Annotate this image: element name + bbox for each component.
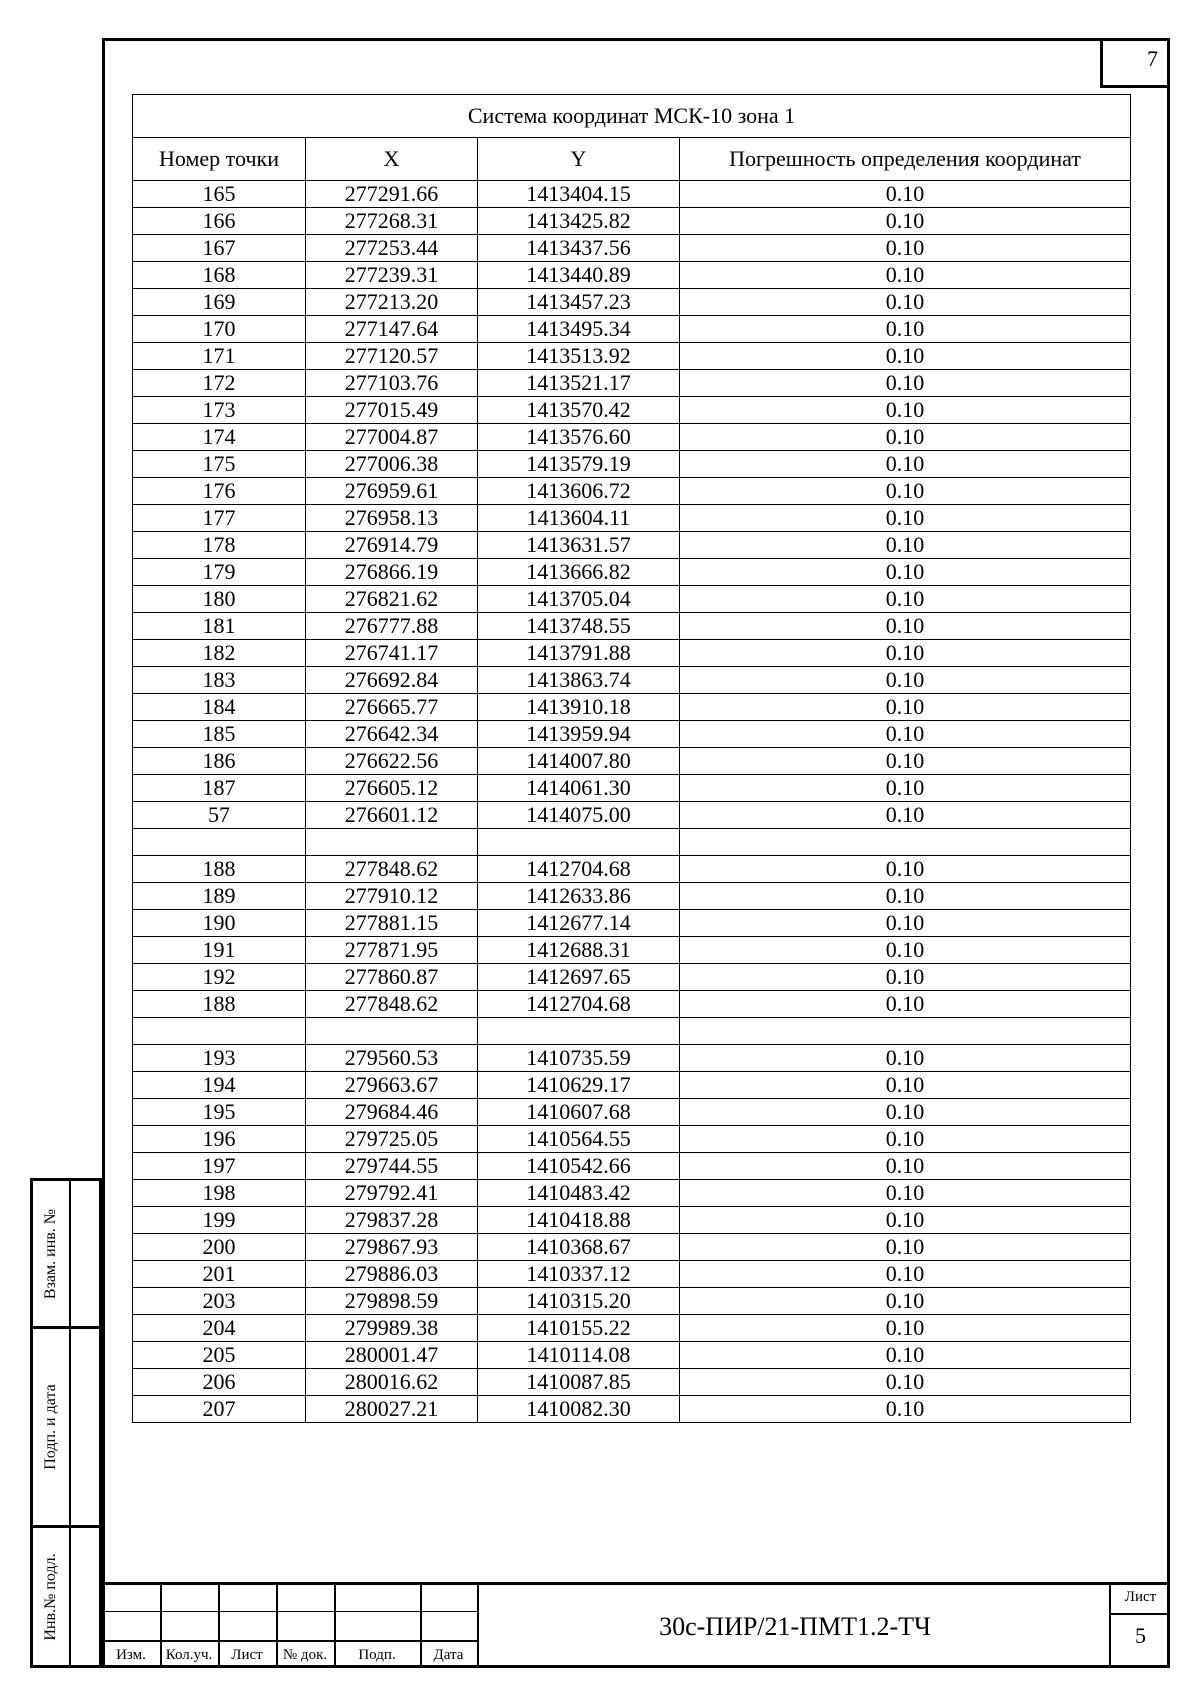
x-cell: 277213.20 [306,289,478,316]
x-cell: 276777.88 [306,613,478,640]
point-number-cell: 196 [133,1126,306,1153]
x-cell: 277860.87 [306,964,478,991]
x-cell: 277253.44 [306,235,478,262]
revision-grid [102,1585,479,1668]
y-cell: 1412688.31 [478,937,680,964]
x-cell: 277871.95 [306,937,478,964]
table-row [133,451,1131,478]
table-row [133,1099,1131,1126]
y-cell: 1413791.88 [478,640,680,667]
x-cell: 279792.41 [306,1180,478,1207]
accuracy-cell: 0.10 [680,667,1131,694]
table-row [133,478,1131,505]
table-row [133,1369,1131,1396]
point-number-cell: 190 [133,910,306,937]
x-cell: 279663.67 [306,1072,478,1099]
point-number-cell: 203 [133,1288,306,1315]
table-row [133,694,1131,721]
point-number-cell: 188 [133,991,306,1018]
label-change: Изм. [116,1647,146,1663]
y-cell: 1413959.94 [478,721,680,748]
accuracy-cell: 0.10 [680,694,1131,721]
x-cell [306,829,478,856]
x-cell: 280027.21 [306,1396,478,1423]
y-cell: 1413748.55 [478,613,680,640]
accuracy-cell: 0.10 [680,802,1131,829]
point-number-cell: 200 [133,1234,306,1261]
y-cell: 1410735.59 [478,1045,680,1072]
accuracy-cell: 0.10 [680,1396,1131,1423]
y-cell: 1413513.92 [478,343,680,370]
x-cell: 277910.12 [306,883,478,910]
x-cell: 277015.49 [306,397,478,424]
point-number-cell [133,829,306,856]
y-cell: 1413576.60 [478,424,680,451]
document-code: 30с-ПИР/21-ПМТ1.2-ТЧ [659,1612,931,1641]
x-cell: 279725.05 [306,1126,478,1153]
y-cell: 1410629.17 [478,1072,680,1099]
accuracy-cell: 0.10 [680,1045,1131,1072]
point-number-cell: 168 [133,262,306,289]
point-number-cell: 194 [133,1072,306,1099]
x-cell: 277848.62 [306,856,478,883]
y-cell: 1410114.08 [478,1342,680,1369]
label-count: Кол.уч. [165,1647,213,1663]
label-doc-number: № док. [282,1647,328,1663]
header-x: X [306,138,478,181]
y-cell: 1413457.23 [478,289,680,316]
y-cell: 1412704.68 [478,991,680,1018]
y-cell: 1413910.18 [478,694,680,721]
y-cell: 1413606.72 [478,478,680,505]
accuracy-cell: 0.10 [680,613,1131,640]
accuracy-cell: 0.10 [680,235,1131,262]
accuracy-cell: 0.10 [680,937,1131,964]
accuracy-cell: 0.10 [680,910,1131,937]
x-cell: 277848.62 [306,991,478,1018]
table-caption: Система координат МСК-10 зона 1 [133,95,1131,138]
table-row [133,505,1131,532]
point-number-cell: 167 [133,235,306,262]
x-cell: 277291.66 [306,181,478,208]
table-row [133,640,1131,667]
x-cell [306,1018,478,1045]
accuracy-cell: 0.10 [680,1099,1131,1126]
x-cell: 276622.56 [306,748,478,775]
y-cell: 1410155.22 [478,1315,680,1342]
accuracy-cell: 0.10 [680,856,1131,883]
x-cell: 276741.17 [306,640,478,667]
accuracy-cell: 0.10 [680,1153,1131,1180]
y-cell: 1412697.65 [478,964,680,991]
y-cell: 1410418.88 [478,1207,680,1234]
y-cell: 1414007.80 [478,748,680,775]
x-cell: 279560.53 [306,1045,478,1072]
header-point-number: Номер точки [133,138,306,181]
header-y: Y [478,138,680,181]
point-number-cell: 188 [133,856,306,883]
accuracy-cell: 0.10 [680,964,1131,991]
table-row [133,667,1131,694]
x-cell: 276959.61 [306,478,478,505]
accuracy-cell: 0.10 [680,208,1131,235]
side-stamp-signature-date [30,1326,102,1528]
y-cell: 1413666.82 [478,559,680,586]
accuracy-cell: 0.10 [680,1288,1131,1315]
y-cell: 1413863.74 [478,667,680,694]
x-cell: 280016.62 [306,1369,478,1396]
y-cell [478,829,680,856]
x-cell: 279684.46 [306,1099,478,1126]
table-row [133,1180,1131,1207]
x-cell: 276605.12 [306,775,478,802]
sheet-number: 5 [1135,1623,1146,1648]
corner-page-number: 7 [1100,38,1170,88]
accuracy-cell: 0.10 [680,1180,1131,1207]
point-number-cell: 204 [133,1315,306,1342]
side-stamp-replacement-inv [30,1178,102,1329]
x-cell: 276692.84 [306,667,478,694]
accuracy-cell: 0.10 [680,451,1131,478]
y-cell: 1414061.30 [478,775,680,802]
accuracy-cell: 0.10 [680,397,1131,424]
point-number-cell: 173 [133,397,306,424]
accuracy-cell: 0.10 [680,640,1131,667]
y-cell: 1412677.14 [478,910,680,937]
y-cell: 1412704.68 [478,856,680,883]
point-number-cell: 177 [133,505,306,532]
table-row [133,964,1131,991]
point-number-cell: 206 [133,1369,306,1396]
point-number-cell: 182 [133,640,306,667]
point-number-cell: 169 [133,289,306,316]
x-cell: 276821.62 [306,586,478,613]
table-row [133,748,1131,775]
table-row [133,181,1131,208]
table-row [133,775,1131,802]
x-cell: 277006.38 [306,451,478,478]
point-number-cell: 166 [133,208,306,235]
point-number-cell: 197 [133,1153,306,1180]
accuracy-cell: 0.10 [680,1315,1131,1342]
table-row [133,1072,1131,1099]
x-cell: 277268.31 [306,208,478,235]
point-number-cell: 205 [133,1342,306,1369]
header-accuracy: Погрешность определения координат [680,138,1131,181]
table-row [133,1153,1131,1180]
accuracy-cell: 0.10 [680,1342,1131,1369]
sheet-label: Лист [1124,1589,1157,1605]
accuracy-cell: 0.10 [680,586,1131,613]
side-label-signature-date: Подп. и дата [42,1384,59,1470]
y-cell: 1413705.04 [478,586,680,613]
x-cell: 280001.47 [306,1342,478,1369]
table-row [133,1288,1131,1315]
point-number-cell: 195 [133,1099,306,1126]
point-number-cell: 176 [133,478,306,505]
point-number-cell: 172 [133,370,306,397]
table-row [133,586,1131,613]
side-label-original-inv: Инв.№ подл. [42,1552,59,1641]
x-cell: 277120.57 [306,343,478,370]
accuracy-cell: 0.10 [680,181,1131,208]
table-row [133,883,1131,910]
accuracy-cell: 0.10 [680,775,1131,802]
point-number-cell: 180 [133,586,306,613]
table-row [133,1234,1131,1261]
table-row [133,1045,1131,1072]
x-cell: 276914.79 [306,532,478,559]
y-cell: 1413495.34 [478,316,680,343]
table-row [133,856,1131,883]
table-body [133,181,1131,1423]
table-row [133,1018,1131,1045]
accuracy-cell: 0.10 [680,343,1131,370]
table-header-row [133,138,1131,181]
table-row [133,1126,1131,1153]
accuracy-cell: 0.10 [680,478,1131,505]
x-cell: 279867.93 [306,1234,478,1261]
table-row [133,532,1131,559]
point-number-cell: 165 [133,181,306,208]
table-row [133,559,1131,586]
point-number-cell: 181 [133,613,306,640]
label-sheet: Лист [231,1647,263,1663]
point-number-cell: 201 [133,1261,306,1288]
accuracy-cell: 0.10 [680,370,1131,397]
point-number-cell: 186 [133,748,306,775]
table-row [133,316,1131,343]
y-cell: 1414075.00 [478,802,680,829]
table-row [133,1261,1131,1288]
y-cell: 1413404.15 [478,181,680,208]
point-number-cell: 170 [133,316,306,343]
y-cell: 1410082.30 [478,1396,680,1423]
accuracy-cell: 0.10 [680,883,1131,910]
x-cell: 279886.03 [306,1261,478,1288]
accuracy-cell: 0.10 [680,1072,1131,1099]
x-cell: 276601.12 [306,802,478,829]
table-row [133,289,1131,316]
accuracy-cell: 0.10 [680,559,1131,586]
table-row [133,370,1131,397]
point-number-cell: 185 [133,721,306,748]
accuracy-cell: 0.10 [680,316,1131,343]
accuracy-cell: 0.10 [680,262,1131,289]
table-row [133,235,1131,262]
point-number-cell: 193 [133,1045,306,1072]
x-cell: 279744.55 [306,1153,478,1180]
table-row [133,262,1131,289]
accuracy-cell [680,1018,1131,1045]
x-cell: 277103.76 [306,370,478,397]
y-cell: 1410564.55 [478,1126,680,1153]
x-cell: 277004.87 [306,424,478,451]
accuracy-cell: 0.10 [680,748,1131,775]
point-number-cell: 199 [133,1207,306,1234]
table-row [133,937,1131,964]
table-row [133,1207,1131,1234]
point-number-cell: 57 [133,802,306,829]
point-number-cell: 192 [133,964,306,991]
x-cell: 279837.28 [306,1207,478,1234]
table-row [133,397,1131,424]
table-row [133,343,1131,370]
accuracy-cell: 0.10 [680,721,1131,748]
y-cell [478,1018,680,1045]
table-row [133,991,1131,1018]
accuracy-cell [680,829,1131,856]
x-cell: 277239.31 [306,262,478,289]
y-cell: 1410315.20 [478,1288,680,1315]
y-cell: 1413604.11 [478,505,680,532]
x-cell: 277881.15 [306,910,478,937]
point-number-cell: 189 [133,883,306,910]
x-cell: 276958.13 [306,505,478,532]
side-label-replacement-inv: Взам. инв. № [42,1208,59,1299]
point-number-cell: 184 [133,694,306,721]
point-number-cell: 198 [133,1180,306,1207]
y-cell: 1413437.56 [478,235,680,262]
accuracy-cell: 0.10 [680,1126,1131,1153]
point-number-cell: 207 [133,1396,306,1423]
accuracy-cell: 0.10 [680,1234,1131,1261]
table-row [133,208,1131,235]
y-cell: 1413631.57 [478,532,680,559]
x-cell: 276665.77 [306,694,478,721]
accuracy-cell: 0.10 [680,1369,1131,1396]
accuracy-cell: 0.10 [680,991,1131,1018]
label-date: Дата [433,1647,464,1663]
y-cell: 1413440.89 [478,262,680,289]
table-row [133,1342,1131,1369]
y-cell: 1412633.86 [478,883,680,910]
table-row [133,1396,1131,1423]
point-number-cell: 171 [133,343,306,370]
table-row [133,829,1131,856]
accuracy-cell: 0.10 [680,1261,1131,1288]
x-cell: 279898.59 [306,1288,478,1315]
table-row [133,910,1131,937]
y-cell: 1410607.68 [478,1099,680,1126]
table-row [133,721,1131,748]
point-number-cell: 174 [133,424,306,451]
point-number-cell: 175 [133,451,306,478]
table-row [133,424,1131,451]
label-signature: Подп. [358,1647,396,1663]
accuracy-cell: 0.10 [680,1207,1131,1234]
x-cell: 276866.19 [306,559,478,586]
point-number-cell: 178 [133,532,306,559]
point-number-cell: 179 [133,559,306,586]
coordinates-table [132,94,1131,1423]
y-cell: 1410368.67 [478,1234,680,1261]
accuracy-cell: 0.10 [680,532,1131,559]
y-cell: 1410087.85 [478,1369,680,1396]
point-number-cell: 191 [133,937,306,964]
y-cell: 1410483.42 [478,1180,680,1207]
point-number-cell [133,1018,306,1045]
y-cell: 1413425.82 [478,208,680,235]
point-number-cell: 187 [133,775,306,802]
x-cell: 276642.34 [306,721,478,748]
y-cell: 1413579.19 [478,451,680,478]
sheet-box [1109,1585,1170,1668]
accuracy-cell: 0.10 [680,289,1131,316]
side-stamp-original-inv [30,1525,102,1668]
table-row [133,802,1131,829]
accuracy-cell: 0.10 [680,505,1131,532]
y-cell: 1413521.17 [478,370,680,397]
point-number-cell: 183 [133,667,306,694]
accuracy-cell: 0.10 [680,424,1131,451]
y-cell: 1410337.12 [478,1261,680,1288]
table-row [133,1315,1131,1342]
y-cell: 1413570.42 [478,397,680,424]
title-block [102,1582,1170,1668]
x-cell: 277147.64 [306,316,478,343]
x-cell: 279989.38 [306,1315,478,1342]
y-cell: 1410542.66 [478,1153,680,1180]
table-row [133,613,1131,640]
